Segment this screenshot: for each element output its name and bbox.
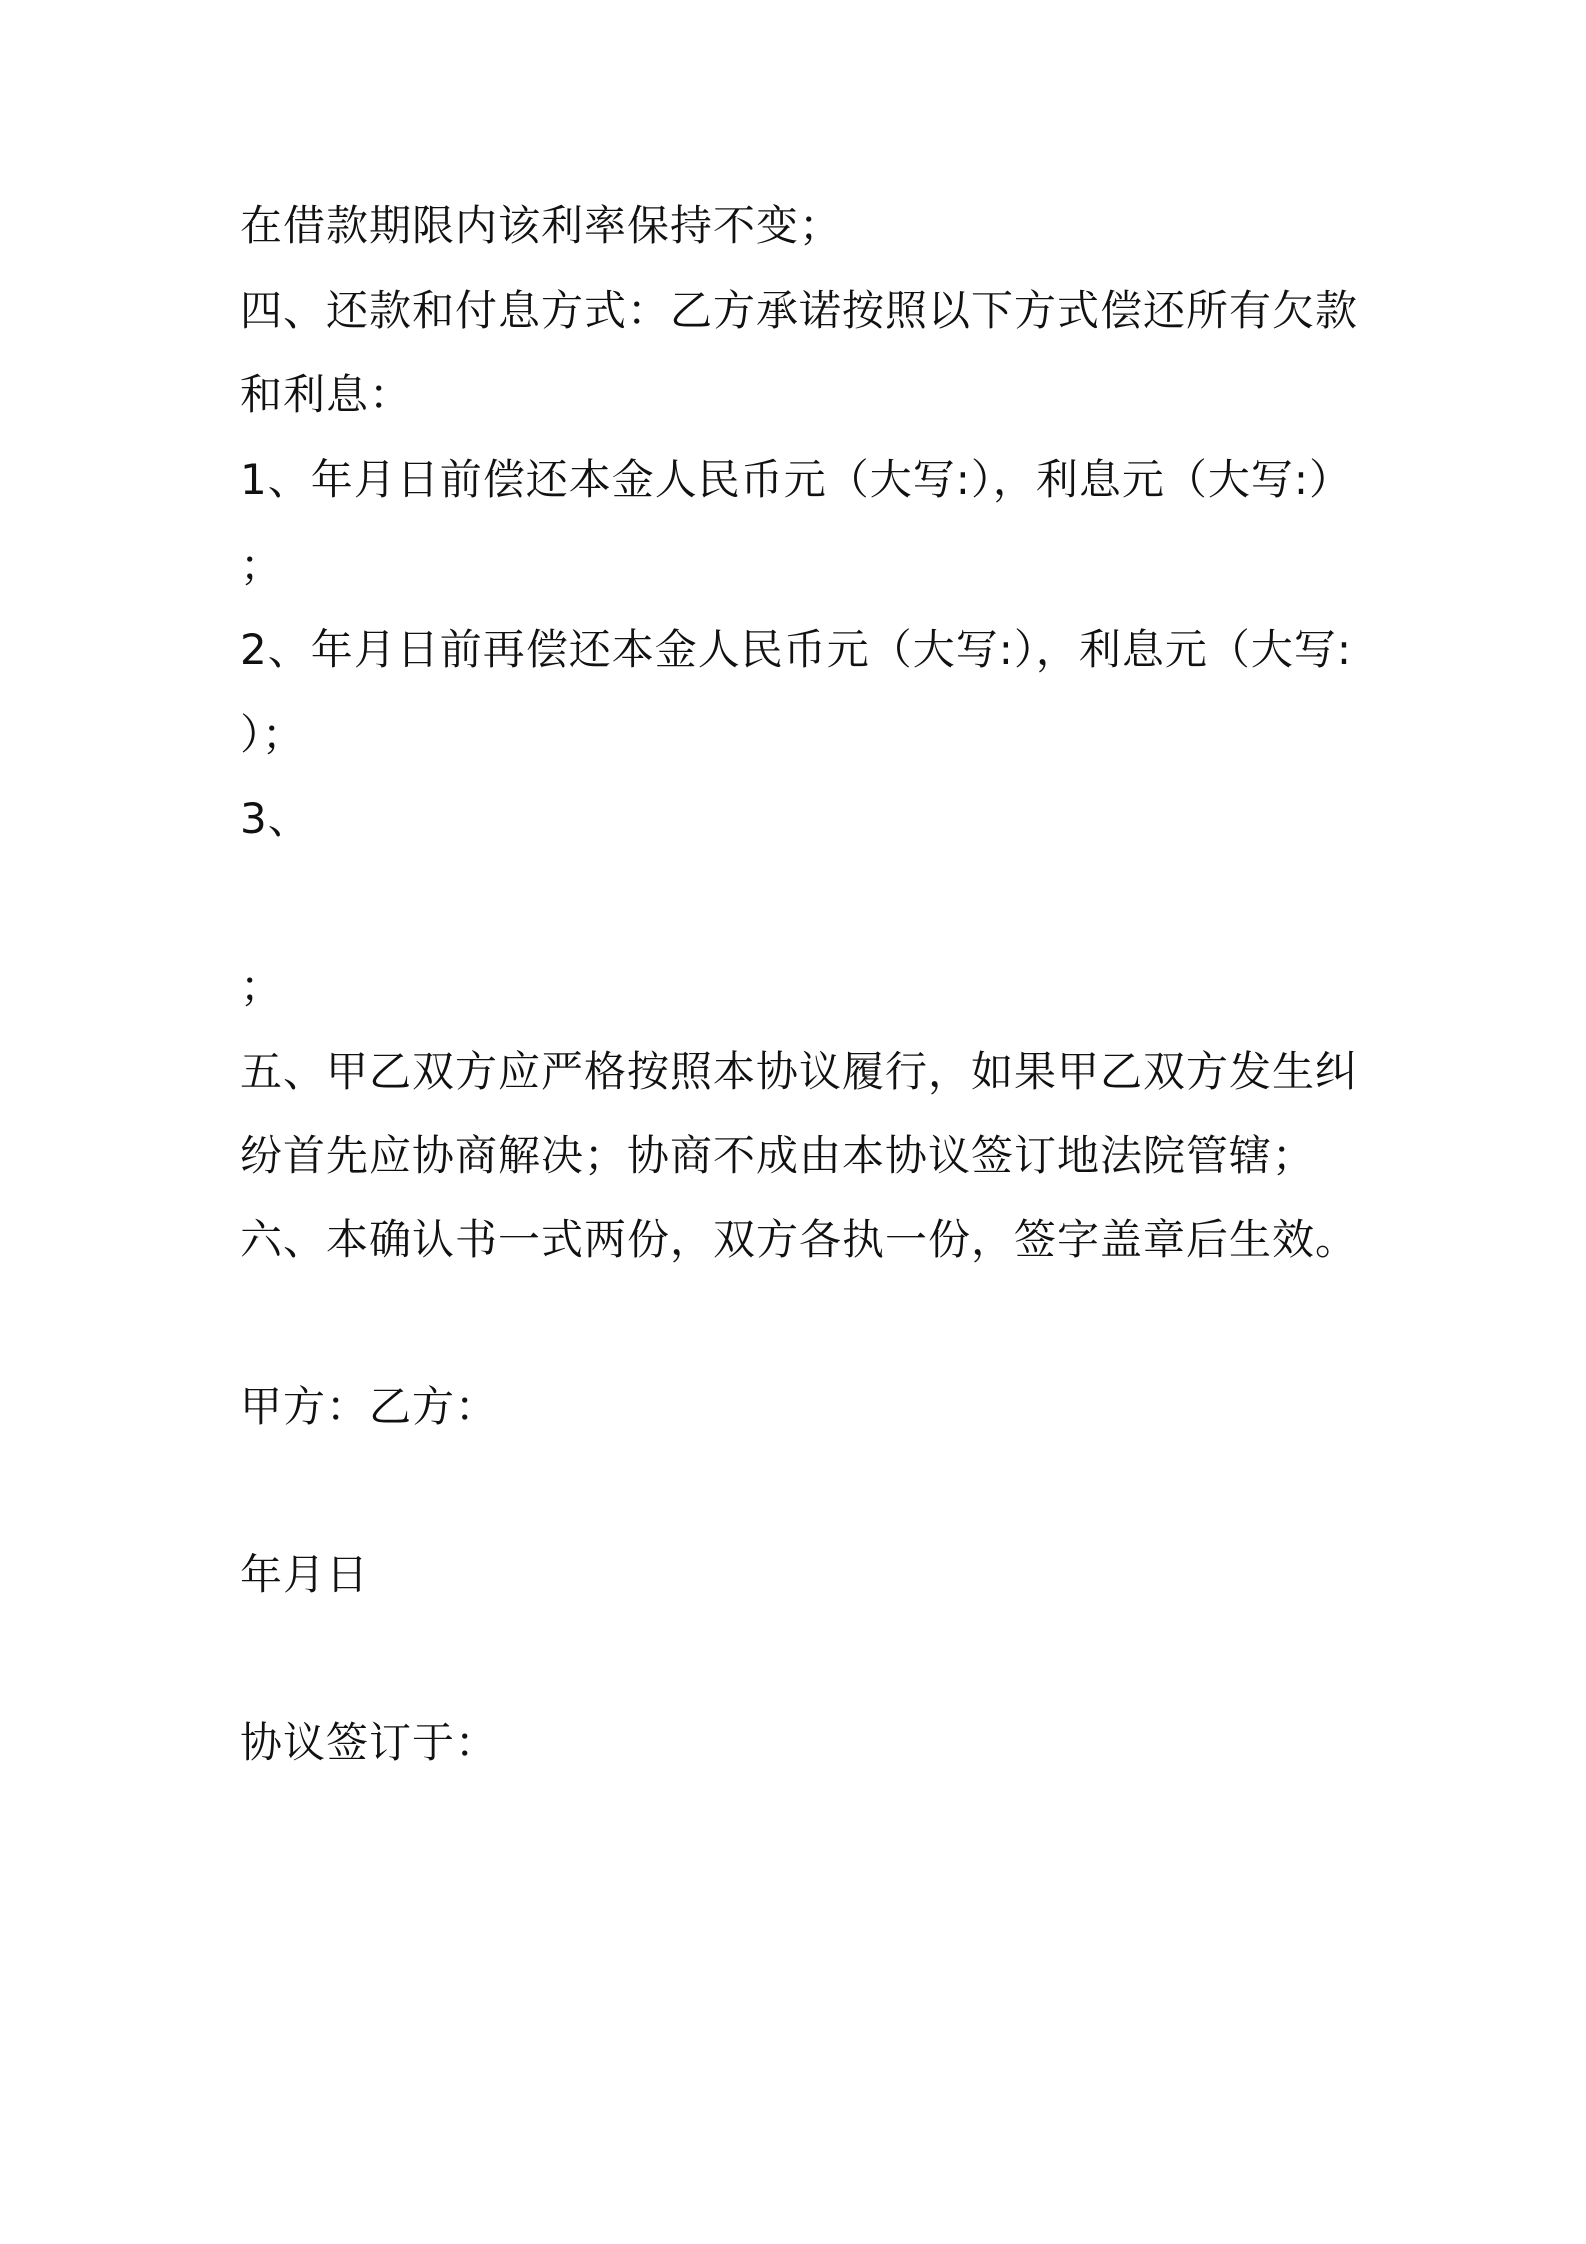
- text-line-item-2-end: ）；: [240, 710, 306, 759]
- text-line-item-3: 3、: [240, 794, 311, 843]
- text-line-section-six: 六、本确认书一式两份，双方各执一份，签字盖章后生效。: [240, 1215, 1359, 1264]
- text-line-section-four-cont: 和利息：: [240, 370, 413, 419]
- text-line-section-four-heading: 四、还款和付息方式：乙方承诺按照以下方式偿还所有欠款: [240, 286, 1359, 335]
- text-line-signed-at: 协议签订于：: [240, 1718, 499, 1767]
- text-line-section-five-cont: 纷首先应协商解决；协商不成由本协议签订地法院管辖；: [240, 1131, 1316, 1180]
- text-line-date: 年月日: [240, 1550, 370, 1599]
- text-line-item-3-end: ；: [240, 962, 284, 1011]
- text-line-item-1: 1、年月日前偿还本金人民币元（大写:），利息元（大写:）: [240, 455, 1353, 504]
- text-line-item-1-end: ；: [240, 541, 284, 590]
- text-line-section-five: 五、甲乙双方应严格按照本协议履行，如果甲乙双方发生纠: [240, 1047, 1359, 1096]
- text-line-parties: 甲方：乙方：: [240, 1382, 499, 1431]
- text-line-item-2: 2、年月日前再偿还本金人民币元（大写:），利息元（大写:: [240, 625, 1353, 674]
- text-line-interest-rate: 在借款期限内该利率保持不变；: [240, 201, 843, 250]
